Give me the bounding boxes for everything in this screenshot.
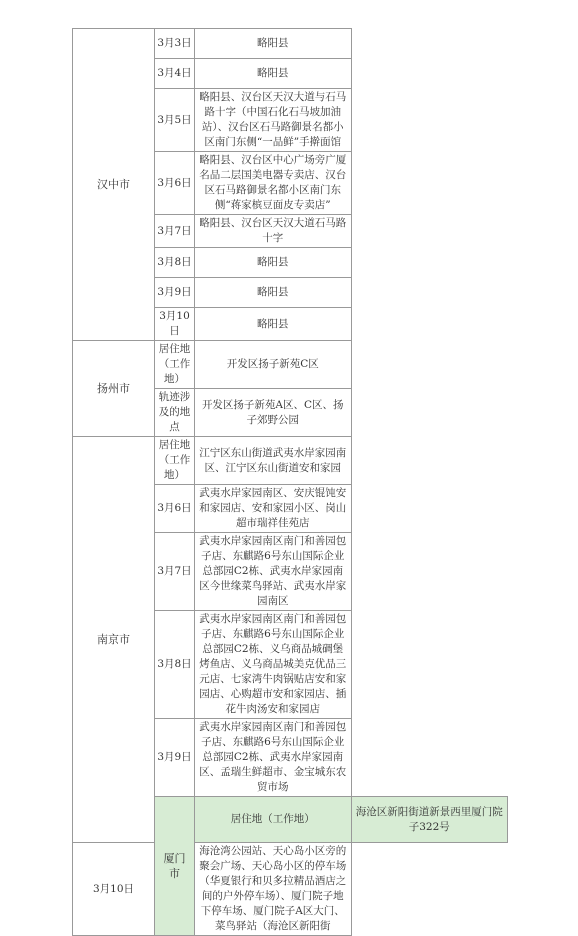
date-cell: 3月10日 bbox=[155, 308, 195, 341]
date-cell: 3月4日 bbox=[155, 59, 195, 89]
date-cell: 3月7日 bbox=[155, 533, 195, 611]
date-cell: 3月9日 bbox=[155, 719, 195, 797]
itinerary-table bbox=[72, 28, 508, 936]
place-cell: 江宁区东山街道武夷水岸家园南区、江宁区东山街道安和家园 bbox=[195, 437, 352, 485]
city-cell: 汉中市 bbox=[73, 29, 155, 341]
place-cell: 武夷水岸家园南区南门和善园包子店、东麒路6号东山国际企业总部园C2栋、武夷水岸家园南区、孟瑞生鲜超市、金宝城东农贸市场 bbox=[195, 719, 352, 797]
date-cell: 3月7日 bbox=[155, 215, 195, 248]
place-cell: 开发区扬子新苑A区、C区、扬子郊野公园 bbox=[195, 389, 352, 437]
place-cell: 略阳县 bbox=[195, 278, 352, 308]
date-cell: 3月8日 bbox=[155, 611, 195, 719]
place-cell: 武夷水岸家园南区、安庆锟饨安和家园店、安和家园小区、岗山超市瑞祥佳苑店 bbox=[195, 485, 352, 533]
date-cell: 居住地（工作地） bbox=[155, 437, 195, 485]
city-cell: 厦门市 bbox=[155, 797, 195, 936]
date-cell: 3月6日 bbox=[155, 485, 195, 533]
place-cell: 略阳县、汉台区天汉大道与石马路十字（中国石化石马坡加油站）、汉台区石马路御景名都小区南门东侧“一品鲜”手擀面馆 bbox=[195, 89, 352, 152]
date-cell: 3月3日 bbox=[155, 29, 195, 59]
place-cell: 武夷水岸家园南区南门和善园包子店、东麒路6号东山国际企业总部园C2栋、义乌商品城碉堡烤鱼店、义乌商品城美克优品三元店、七家湾牛肉锅贴店安和家园店、心购超市安和家园店、插花牛肉汤安和家园店 bbox=[195, 611, 352, 719]
place-cell: 开发区扬子新苑C区 bbox=[195, 341, 352, 389]
date-cell: 3月9日 bbox=[155, 278, 195, 308]
city-cell: 扬州市 bbox=[73, 341, 155, 437]
place-cell: 武夷水岸家园南区南门和善园包子店、东麒路6号东山国际企业总部园C2栋、武夷水岸家园南区今世缘菜鸟驿站、武夷水岸家园南区 bbox=[195, 533, 352, 611]
date-cell: 3月10日 bbox=[73, 843, 155, 936]
place-cell: 略阳县、汉台区天汉大道石马路十字 bbox=[195, 215, 352, 248]
city-cell: 南京市 bbox=[73, 437, 155, 843]
date-cell: 居住地（工作地） bbox=[155, 341, 195, 389]
date-cell: 3月6日 bbox=[155, 152, 195, 215]
date-cell: 居住地（工作地） bbox=[195, 797, 352, 843]
place-cell: 略阳县 bbox=[195, 248, 352, 278]
place-cell: 略阳县 bbox=[195, 29, 352, 59]
place-cell: 海沧区新阳街道新景西里厦门院子322号 bbox=[351, 797, 508, 843]
place-cell: 海沧湾公园站、天心岛小区旁的聚会广场、天心岛小区的停车场（华夏银行和贝多拉精品酒店之间的户外停车场）、厦门院子地下停车场、厦门院子A区大门、菜鸟驿站（海沧区新阳街 bbox=[195, 843, 352, 936]
place-cell: 略阳县 bbox=[195, 308, 352, 341]
date-cell: 3月8日 bbox=[155, 248, 195, 278]
place-cell: 略阳县 bbox=[195, 59, 352, 89]
date-cell: 3月5日 bbox=[155, 89, 195, 152]
date-cell: 轨迹涉及的地点 bbox=[155, 389, 195, 437]
place-cell: 略阳县、汉台区中心广场旁广厦名品二层国美电器专卖店、汉台区石马路御景名都小区南门东侧“蒋家槟豆面皮专卖店” bbox=[195, 152, 352, 215]
